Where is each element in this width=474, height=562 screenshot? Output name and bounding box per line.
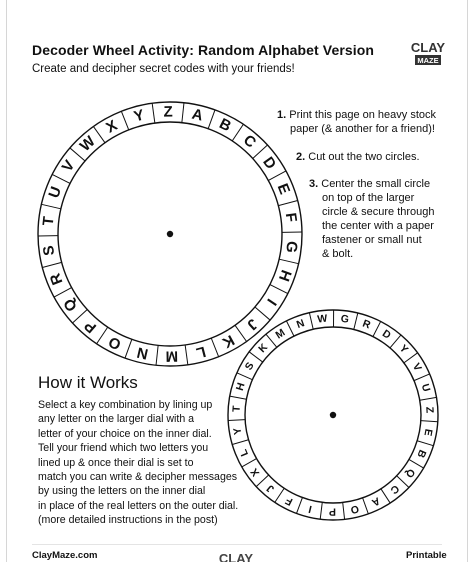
outer-wheel-divider bbox=[278, 201, 297, 206]
inner-wheel-divider bbox=[286, 321, 294, 336]
outer-wheel-letter: N bbox=[135, 343, 150, 363]
step-number: 2. bbox=[296, 151, 306, 163]
inner-wheel-letter: M bbox=[273, 326, 288, 342]
inner-wheel-letter: X bbox=[248, 465, 263, 479]
outer-wheel-divider bbox=[235, 325, 247, 341]
inner-wheel-letter: H bbox=[233, 381, 248, 393]
outer-wheel-divider bbox=[279, 259, 298, 263]
inner-wheel-divider bbox=[414, 374, 430, 381]
step-line: Center the small circle bbox=[321, 178, 431, 190]
inner-wheel-letter: U bbox=[418, 382, 433, 394]
step-line: fastener or small nut bbox=[322, 234, 422, 246]
footer-logo-text: CLAY bbox=[218, 551, 254, 562]
inner-wheel-letter: K bbox=[256, 341, 271, 356]
inner-wheel-divider bbox=[232, 440, 248, 445]
inner-wheel-divider bbox=[363, 498, 369, 514]
outer-wheel-letter: R bbox=[46, 270, 67, 288]
inner-wheel-divider bbox=[297, 498, 303, 514]
outer-wheel-letter: Q bbox=[60, 295, 81, 315]
outer-wheel-divider bbox=[97, 327, 108, 344]
logo-text: CLAY bbox=[410, 40, 446, 55]
logo-subtext: MAZE bbox=[417, 56, 439, 65]
inner-wheel-divider bbox=[230, 396, 247, 399]
step-line: circle & secure through bbox=[322, 206, 435, 218]
inner-wheel-letter: D bbox=[380, 327, 393, 342]
outer-wheel-divider bbox=[54, 288, 72, 298]
inner-wheel-divider bbox=[381, 489, 390, 503]
inner-wheel-divider bbox=[409, 459, 424, 468]
how-line: match you can write & decipher messages bbox=[38, 471, 238, 484]
step-number: 1. bbox=[277, 109, 287, 121]
inner-wheel-divider bbox=[420, 397, 437, 400]
outer-wheel-letter: V bbox=[58, 157, 79, 176]
outer-wheel-divider bbox=[253, 145, 268, 158]
inner-wheel-letter: G bbox=[339, 312, 350, 326]
outer-wheel-divider bbox=[41, 204, 60, 208]
step-number: 3. bbox=[309, 178, 319, 190]
inner-decoder-wheel[interactable] bbox=[228, 310, 438, 520]
outer-wheel-letter: J bbox=[243, 315, 262, 334]
inner-wheel-divider bbox=[390, 335, 401, 348]
inner-wheel-divider bbox=[228, 420, 245, 421]
outer-wheel-letter: P bbox=[81, 316, 100, 337]
outer-wheel-divider bbox=[73, 309, 88, 322]
outer-wheel-center-dot bbox=[167, 231, 173, 237]
how-line: Tell your friend which two letters you bbox=[38, 442, 209, 455]
how-line: (more detailed instructions in the post) bbox=[38, 514, 218, 527]
outer-wheel-divider bbox=[268, 171, 286, 181]
outer-wheel-letter: L bbox=[194, 342, 208, 362]
outer-wheel-letter: I bbox=[263, 295, 280, 309]
outer-wheel-letter: D bbox=[259, 153, 280, 173]
inner-wheel-letter: P bbox=[328, 505, 336, 518]
outer-wheel-divider bbox=[125, 339, 132, 358]
inner-wheel-divider bbox=[242, 459, 257, 467]
inner-wheel-letter: O bbox=[349, 502, 361, 516]
how-line: any letter on the larger dial with a bbox=[38, 413, 195, 426]
how-line: in place of the real letters on the outer dial. bbox=[38, 499, 239, 512]
outer-wheel-divider bbox=[152, 103, 155, 123]
inner-wheel-letter: V bbox=[409, 361, 424, 374]
step-line: the center with a paper bbox=[322, 220, 434, 232]
inner-wheel-letter: B bbox=[414, 447, 429, 460]
inner-wheel-letter: Y bbox=[396, 342, 411, 356]
inner-wheel-divider bbox=[275, 488, 284, 502]
footer-divider bbox=[32, 544, 442, 545]
outer-wheel-letter: G bbox=[282, 240, 301, 254]
outer-wheel-divider bbox=[270, 285, 288, 294]
inner-wheel-center-dot bbox=[330, 412, 336, 418]
outer-wheel-divider bbox=[156, 345, 158, 365]
outer-wheel-divider bbox=[208, 110, 215, 129]
inner-wheel-letter: C bbox=[387, 482, 402, 497]
inner-wheel-divider bbox=[256, 475, 268, 487]
inner-wheel-divider bbox=[417, 441, 433, 446]
inner-wheel-letter: A bbox=[369, 494, 382, 509]
footer-site-link[interactable]: ClayMaze.com bbox=[32, 550, 98, 561]
outer-wheel-letter: K bbox=[219, 331, 238, 352]
outer-wheel-letter: H bbox=[274, 267, 295, 284]
how-line: letter of your choice on the inner dial. bbox=[38, 427, 212, 440]
outer-wheel-divider bbox=[42, 262, 61, 267]
inner-wheel-letter: I bbox=[307, 502, 314, 515]
inner-wheel-divider bbox=[404, 353, 418, 363]
inner-wheel-letter: J bbox=[264, 482, 277, 496]
inner-wheel-letter: Z bbox=[423, 406, 436, 414]
inner-wheel-divider bbox=[354, 313, 358, 330]
how-it-works-heading: How it Works bbox=[38, 373, 138, 392]
inner-wheel-letter: W bbox=[316, 312, 328, 326]
inner-wheel-divider bbox=[249, 352, 263, 362]
outer-wheel-letter: T bbox=[39, 215, 58, 227]
outer-wheel-divider bbox=[255, 307, 270, 320]
step-line: paper (& another for a friend)! bbox=[290, 123, 435, 135]
outer-decoder-wheel[interactable] bbox=[38, 102, 302, 366]
inner-wheel-letter: R bbox=[360, 317, 373, 332]
outer-wheel-letter: Z bbox=[163, 103, 173, 121]
outer-wheel-divider bbox=[182, 103, 184, 123]
inner-wheel-letter: L bbox=[237, 447, 251, 459]
outer-wheel-letter: C bbox=[239, 131, 260, 152]
step-line: Print this page on heavy stock bbox=[289, 109, 436, 121]
outer-wheel-divider bbox=[52, 174, 70, 183]
inner-wheel-letter: F bbox=[283, 494, 295, 508]
inner-wheel-divider bbox=[309, 313, 313, 330]
footer-printable-label: Printable bbox=[406, 550, 447, 561]
how-line: by using the letters on the inner dial bbox=[38, 485, 206, 498]
outer-wheel-letter: A bbox=[190, 105, 205, 125]
inner-wheel-letter: Q bbox=[402, 466, 418, 480]
outer-wheel-letter: W bbox=[76, 132, 99, 155]
page-title: Decoder Wheel Activity: Random Alphabet Version bbox=[32, 42, 375, 58]
inner-wheel-divider bbox=[373, 321, 381, 336]
inner-wheel-letter: N bbox=[294, 317, 307, 332]
footer-logo bbox=[218, 548, 254, 562]
outer-wheel-letter: U bbox=[45, 184, 66, 201]
inner-wheel-divider bbox=[343, 502, 345, 519]
inner-wheel-divider bbox=[266, 334, 277, 347]
inner-wheel-letter: S bbox=[242, 360, 257, 373]
how-line: Select a key combination by lining up bbox=[38, 399, 213, 411]
outer-wheel-letter: O bbox=[105, 332, 124, 354]
outer-wheel-letter: F bbox=[281, 211, 300, 224]
step-line: & bolt. bbox=[322, 248, 354, 260]
inner-wheel-divider bbox=[237, 373, 253, 380]
outer-wheel-divider bbox=[93, 126, 105, 142]
inner-wheel-divider bbox=[320, 502, 322, 519]
outer-wheel-divider bbox=[121, 111, 128, 130]
outer-wheel-letter: X bbox=[103, 116, 121, 137]
outer-wheel-divider bbox=[211, 338, 218, 357]
outer-wheel-divider bbox=[232, 124, 243, 141]
inner-wheel-divider bbox=[421, 421, 438, 422]
step-line: Cut out the two circles. bbox=[308, 151, 420, 163]
outer-wheel-letter: E bbox=[273, 181, 294, 197]
outer-wheel-divider bbox=[185, 345, 188, 365]
inner-wheel-divider bbox=[397, 476, 409, 488]
step-line: on top of the larger bbox=[322, 192, 415, 204]
inner-wheel-letter: E bbox=[421, 427, 435, 437]
outer-wheel-letter: M bbox=[165, 347, 179, 365]
outer-wheel-letter: B bbox=[216, 115, 234, 136]
how-line: lined up & once their dial is set to bbox=[38, 456, 194, 469]
outer-wheel-letter: Y bbox=[132, 106, 147, 126]
page-subtitle: Create and decipher secret codes with your friends! bbox=[32, 63, 295, 75]
inner-wheel-letter: Y bbox=[231, 426, 245, 436]
inner-wheel-letter: T bbox=[230, 405, 243, 413]
outer-wheel-letter: S bbox=[40, 244, 59, 257]
